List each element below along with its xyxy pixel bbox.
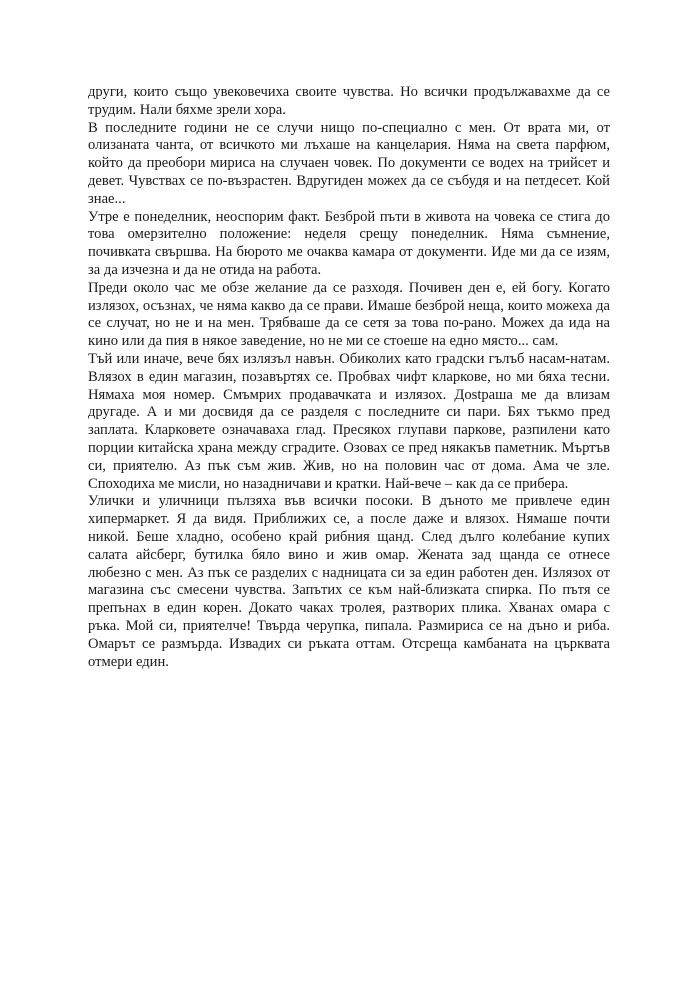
paragraph: Тъй или иначе, вече бях излязъл навън. Обиколих като градски гълъб насам-натам. Влязох в един магазин, позавъртях се. Пробвах чифт кларкове, но ми бяха тесни. Нямаха моя номер. Смъмрих продавачката и излязох. Дostраша ме да влизам другаде. А и ми досвидя да се разделя с последните си пари. Бях тъкмо пред заплата. Кларковете означаваха глад. Пресякох глупави паркове, разпилени като порции китайска храна между сградите. Озовах се пред някакъв паметник. Мъртъв си, приятелю. Аз пък съм жив. Жив, но на половин час от дома. Ама че зле. Споходиха ме мисли, но назадничави и кратки. Най-вече – как да се прибера. — [88, 350, 610, 492]
document-body — [88, 84, 610, 671]
paragraph: Преди около час ме обзе желание да се разходя. Почивен ден е, ей богу. Когато излязох, осъзнах, че няма какво да се прави. Имаше безброй неща, които можеха да се случат, но не и на мен. Трябваше да се сетя за това по-рано. Можех да ида на кино или да пия в някое заведение, но не ми се стоеше на едно място... сам. — [88, 279, 610, 350]
paragraph: Улички и уличници пълзяха във всички посоки. В дъното ме привлече един хипермаркет. Я да видя. Приближих се, а после даже и влязох. Нямаше почти никой. Беше хладно, особено край рибния щанд. След дълго колебание купих салата айсберг, бутилка бяло вино и жив омар. Жената зад щанда се отнесе любезно с мен. Аз пък се разделих с надницата си за един работен ден. Излязох от магазина със смесени чувства. Запътих се към най-близката спирка. По пътя се препънах в един корен. Докато чаках тролея, разтворих плика. Хванах омара с ръка. Мой си, приятелче! Твърда черупка, пипала. Размириса се на дъно и риба. Омарът се размърда. Извадих си ръката оттам. Отсреща камбаната на църквата отмери един. — [88, 493, 610, 670]
paragraph: В последните години не се случи нищо по-специално с мен. От врата ми, от олизаната чанта, от всичкото ми лъхаше на канцелария. Няма на света парфюм, който да преобори мириса на случаен човек. По документи се водех на трийсет и девет. Чувствах се по-възрастен. Вдругиден можех да се събудя и на петдесет. Кой знае... — [88, 119, 610, 207]
paragraph: други, които също увековечиха своите чувства. Но всички продължавахме да се трудим. Нали бяхме зрели хора. — [88, 84, 610, 118]
paragraph: Утре е понеделник, неоспорим факт. Безброй пъти в живота на човека се стига до това омерзително положение: неделя срещу понеделник. Няма съмнение, почивката свършва. На бюрото ме очаква камара от документи. Иде ми да се изям, за да изчезна и да не отида на работа. — [88, 208, 610, 278]
